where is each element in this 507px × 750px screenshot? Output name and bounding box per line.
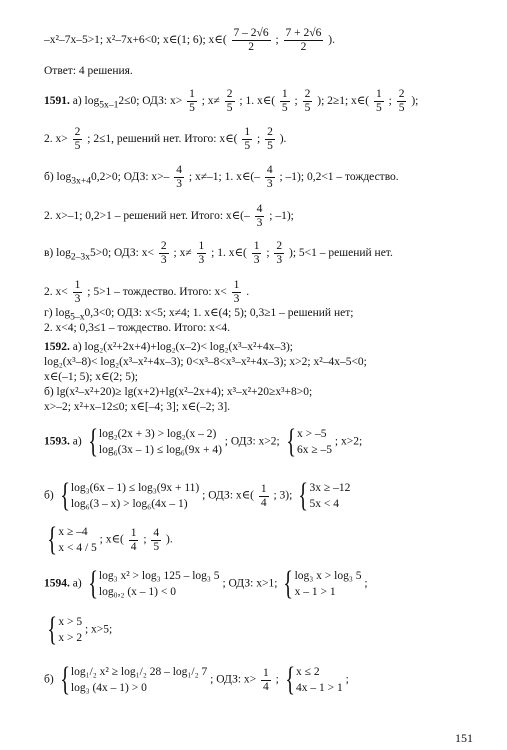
system-row: log₂(2x + 3) > log₂(x – 2) xyxy=(98,428,217,440)
denominator: 5 xyxy=(189,102,195,114)
fraction xyxy=(197,240,207,267)
denominator: 3 xyxy=(160,254,167,266)
denominator: 3 xyxy=(253,254,260,266)
equation-system xyxy=(283,423,333,460)
fraction xyxy=(159,240,169,267)
numerator: 1 xyxy=(189,88,195,100)
fraction xyxy=(274,240,284,267)
problem-1592b-part2: x>–2; x²+x–12≤0; x∈[–4; 3]; x∈(–2; 3]. xyxy=(44,401,231,413)
problem-1591v-part2 xyxy=(44,279,249,306)
problem-1593a xyxy=(44,423,363,460)
numerator: 4 xyxy=(176,164,183,176)
text: ; 1. x∈( xyxy=(211,247,247,260)
system-row: log₃(6x – 1) ≤ log₃(9x + 11) xyxy=(70,482,200,494)
log-base: 5x–1 xyxy=(99,99,119,111)
text: ; xyxy=(388,95,392,108)
problem-1593b-part2 xyxy=(44,521,173,558)
brace: { xyxy=(284,661,295,698)
problem-number: 1592. xyxy=(44,341,70,353)
denominator: 4 xyxy=(130,540,137,553)
text: ; xyxy=(266,247,270,260)
text: . xyxy=(246,286,250,299)
fraction xyxy=(397,88,407,115)
denominator: 5 xyxy=(74,140,81,152)
text: ; ОДЗ: x>2; xyxy=(224,435,280,448)
page-number: 151 xyxy=(455,731,473,745)
fraction xyxy=(242,126,252,153)
brace: { xyxy=(47,611,58,648)
text: ; ОДЗ: x∈( xyxy=(202,489,254,502)
fraction xyxy=(265,164,275,191)
equation-system xyxy=(44,611,83,648)
log-base: 3x+4 xyxy=(71,175,92,187)
numerator: 7 + 2√6 xyxy=(285,27,322,39)
text: г) log xyxy=(44,307,71,319)
text: ; ОДЗ: x>1; xyxy=(222,577,278,590)
equation-system xyxy=(44,521,97,558)
text: 2. x>–1; 0,2>1 – решений нет. Итого: x∈(– xyxy=(44,210,250,223)
fraction xyxy=(261,667,271,694)
line-1 xyxy=(44,27,335,54)
denominator: 5 xyxy=(226,102,233,114)
denominator: 3 xyxy=(176,178,183,190)
text: б) xyxy=(44,673,54,686)
text: 5>0; ОДЗ: x< xyxy=(90,247,154,260)
fraction xyxy=(73,279,83,306)
denominator: 3 xyxy=(256,217,263,229)
denominator: 2 xyxy=(248,41,254,53)
fraction xyxy=(252,240,262,267)
numerator: 2 xyxy=(304,88,311,100)
fraction xyxy=(174,164,184,191)
denominator: 2 xyxy=(300,41,307,53)
problem-number: 1593. xyxy=(44,435,70,448)
system-row: log₃ x² > log₃ 125 – log₃ 5 xyxy=(98,570,220,582)
answer-line: Ответ: 4 решения. xyxy=(44,65,133,77)
equation-system xyxy=(295,477,351,514)
system-row: 5x < 4 xyxy=(309,498,340,510)
denominator: 3 xyxy=(276,254,283,266)
system-row: x – 1 > 1 xyxy=(294,586,336,598)
denominator: 4 xyxy=(260,496,267,509)
system-row: x > 2 xyxy=(58,632,83,644)
denominator: 5 xyxy=(244,140,251,152)
numerator: 1 xyxy=(233,279,240,291)
numerator: 1 xyxy=(130,526,137,539)
brace: { xyxy=(285,423,296,460)
text: ; xyxy=(364,577,368,590)
problem-1591a xyxy=(44,88,418,115)
text: ; x≠ xyxy=(201,95,220,108)
equation-system xyxy=(85,565,220,602)
numerator: 1 xyxy=(74,279,81,291)
fraction xyxy=(232,27,271,54)
problem-1593b xyxy=(44,477,351,514)
text: 2≤0; ОДЗ: x> xyxy=(118,95,183,108)
text: ). xyxy=(328,34,335,47)
fraction xyxy=(73,126,83,153)
equation-system xyxy=(57,477,200,514)
denominator: 5 xyxy=(398,102,405,114)
problem-1591b-part2 xyxy=(44,203,294,230)
denominator: 3 xyxy=(233,293,240,305)
problem-number: 1591. xyxy=(44,95,70,108)
brace: { xyxy=(298,477,309,514)
system-row: x ≤ 2 xyxy=(296,666,320,678)
numerator: 2 xyxy=(160,240,167,252)
equation-system xyxy=(57,661,208,698)
text: б) xyxy=(44,489,54,502)
system-row: x ≥ –4 xyxy=(58,526,88,538)
fraction xyxy=(280,88,290,115)
denominator: 5 xyxy=(304,102,311,114)
text: ; ОДЗ: x> xyxy=(210,673,257,686)
equation-system xyxy=(85,423,222,460)
problem-1594a xyxy=(44,565,368,602)
text: ; x>5; xyxy=(84,623,113,636)
text: ; xyxy=(345,673,349,686)
numerator: 2 xyxy=(267,126,273,138)
denominator: 5 xyxy=(153,540,160,553)
numerator: 1 xyxy=(263,666,269,679)
text: 0,3<0; ОДЗ: x<5; x≠4; 1. x∈(4; 5); 0,3≥1 – решений нет; xyxy=(84,307,354,319)
fraction xyxy=(151,527,161,554)
text: ; 2≤1, решений нет. Итого: x∈( xyxy=(87,133,238,146)
brace: { xyxy=(87,423,98,460)
text: ; x>2; xyxy=(334,435,363,448)
system-row: log₁/₂ x² ≥ log₁/₂ 28 – log₁/₂ 7 xyxy=(70,666,208,678)
system-row: 4x – 1 > 1 xyxy=(296,682,343,694)
text: ). xyxy=(166,533,173,546)
text: ; x≠–1; 1. x∈(– xyxy=(188,171,260,184)
text: ; 3); xyxy=(273,489,293,502)
text: –x²–7x–5>1; x²–7x+6<0; x∈(1; 6); x∈( xyxy=(44,34,227,47)
fraction xyxy=(259,483,269,510)
fraction xyxy=(284,27,324,54)
equation-system xyxy=(280,565,362,602)
system-row: x < 4 / 5 xyxy=(58,542,97,554)
denominator: 5 xyxy=(267,140,273,152)
text: 2. x> xyxy=(44,133,68,146)
numerator: 2 xyxy=(74,126,81,138)
denominator: 5 xyxy=(376,102,382,114)
brace: { xyxy=(59,477,70,514)
denominator: 5 xyxy=(281,102,288,114)
system-row: log₃ (4x – 1) > 0 xyxy=(70,682,147,694)
brace: { xyxy=(87,565,98,602)
denominator: 3 xyxy=(198,254,205,266)
text: ; xyxy=(256,133,261,146)
system-row: log₆(3x – 1) ≤ log₆(9x + 4) xyxy=(98,444,222,456)
brace: { xyxy=(47,521,58,558)
denominator: 3 xyxy=(74,293,81,305)
system-row: log₃ x > log₃ 5 xyxy=(294,570,362,582)
text: ; xyxy=(275,673,279,686)
text: ); 5<1 – решений нет. xyxy=(289,247,393,260)
system-row: log₀,₂ (x – 1) < 0 xyxy=(98,586,176,598)
text: ; 5>1 – тождество. Итого: x< xyxy=(87,286,227,299)
text: а) log₂(x²+2x+4)+log₂(x–2)< log₂(x³–x²+4x–3); xyxy=(72,341,293,353)
text: б) log xyxy=(44,171,72,184)
text: ); 2≥1; x∈( xyxy=(317,95,370,108)
problem-1592a-part3: x∈(–1; 5); x∈(2; 5); xyxy=(44,371,138,383)
text: 0,2>0; ОДЗ: x>– xyxy=(91,171,170,184)
problem-1592a xyxy=(44,340,293,354)
brace: { xyxy=(283,565,294,602)
text: ; xyxy=(294,95,298,108)
text: ; x≠ xyxy=(173,247,192,260)
text: 2. x< xyxy=(44,286,68,299)
text: а) log xyxy=(72,95,100,108)
text: ). xyxy=(279,133,287,146)
equation-system xyxy=(282,661,343,698)
numerator: 1 xyxy=(260,482,267,495)
fraction xyxy=(374,88,384,115)
problem-1591a-part2 xyxy=(44,126,286,153)
fraction xyxy=(232,279,242,306)
problem-1594a-part2 xyxy=(44,611,113,648)
system-row: log₆(3 – x) > log₆(4x – 1) xyxy=(70,498,188,510)
text: ; xyxy=(143,533,147,546)
problem-1591g-part2: 2. x<4; 0,3≤1 – тождество. Итого: x<4. xyxy=(44,322,231,334)
problem-1594b xyxy=(44,661,349,698)
text: ; xyxy=(275,34,279,47)
log-base: 2–3x xyxy=(70,251,90,263)
problem-1591b xyxy=(44,164,399,191)
text: а) xyxy=(72,435,82,448)
system-row: x > 5 xyxy=(58,616,83,628)
denominator: 3 xyxy=(266,178,273,190)
numerator: 2 xyxy=(226,88,233,100)
text: ); xyxy=(411,95,419,108)
text: ; 1. x∈( xyxy=(239,95,276,108)
numerator: 1 xyxy=(376,88,382,100)
numerator: 1 xyxy=(281,88,288,100)
text: ; x∈( xyxy=(99,533,124,546)
system-row: 3x ≥ –12 xyxy=(309,482,351,494)
numerator: 1 xyxy=(253,240,260,252)
problem-1592a-part2: log₂(x³–8)< log₂(x³–x²+4x–3); 0<x³–8<x³–x²+4x–3); x>2; x²–4x–5<0; xyxy=(44,356,367,368)
numerator: 7 – 2√6 xyxy=(233,27,269,39)
fraction xyxy=(265,126,275,153)
fraction xyxy=(303,88,313,115)
text: а) xyxy=(72,577,82,590)
fraction xyxy=(129,527,139,554)
text: в) log xyxy=(44,247,71,260)
numerator: 4 xyxy=(256,203,263,215)
problem-1591v xyxy=(44,240,393,267)
numerator: 2 xyxy=(398,88,405,100)
numerator: 4 xyxy=(266,164,273,176)
text: ; –1); 0,2<1 – тождество. xyxy=(279,171,399,184)
log-base: 5–x xyxy=(70,311,85,323)
fraction xyxy=(187,88,197,115)
fraction xyxy=(225,88,235,115)
numerator: 4 xyxy=(153,526,160,539)
problem-number: 1594. xyxy=(44,577,70,590)
denominator: 4 xyxy=(263,680,269,693)
system-row: x > –5 xyxy=(296,428,327,440)
numerator: 1 xyxy=(244,126,251,138)
brace: { xyxy=(59,661,70,698)
numerator: 2 xyxy=(276,240,283,252)
text: ; –1); xyxy=(269,210,294,223)
system-row: 6x ≥ –5 xyxy=(296,444,333,456)
problem-1592b: б) lg(x²–x²+20)≥ lg(x+2)+lg(x²–2x+4); x³–x²+20≥x³+8>0; xyxy=(44,386,313,398)
numerator: 1 xyxy=(198,240,205,252)
fraction xyxy=(255,203,265,230)
